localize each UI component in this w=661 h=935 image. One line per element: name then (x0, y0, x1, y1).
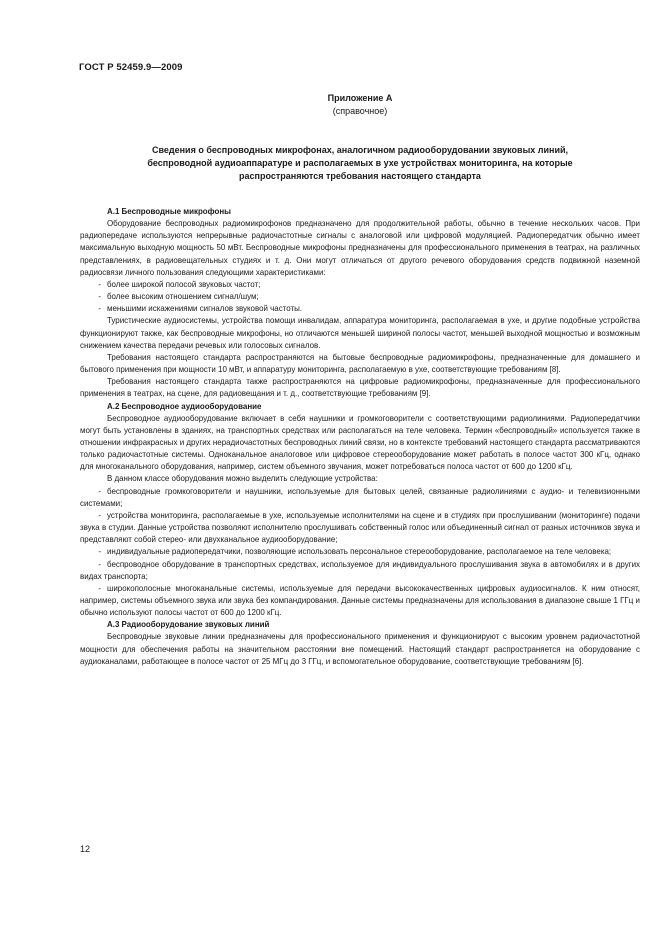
list-item: - беспроводные громкоговорители и наушники, используемые для бытовых целей, связанные радиолиниями с аудио- и телевизионными системами; (80, 486, 640, 508)
list-item: - более широкой полосой звуковых частот; (98, 279, 261, 289)
list-item: - более высоким отношением сигнал/шум; (98, 292, 259, 302)
section-a2-paragraph-1: Беспроводное аудиооборудование включает в себя наушники и громкоговорители с соответствующими радиолиниями. Радиопередатчики могут быть установлены в зданиях, на транспортных средствах или располагаться на теле человека. Термин «беспроводный» используется также в отношении инфракрасных и других нерадиочастотных беспроводных линий связи, но в контексте требований настоящего стандарта рассматриваются только радиочастотные системы. Одноканальное аналоговое или цифровое стереооборудование может работать в полосе частот 300 кГц, однако для многоканального оборудования, например, систем объемного звучания, может потребоваться полоса частот от 600 до 1200 кГц. (80, 413, 640, 472)
title-line-3: распространяются требования настоящего стандарта (239, 171, 481, 181)
document-code: ГОСТ Р 52459.9—2009 (79, 62, 183, 73)
document-body (80, 206, 640, 668)
section-a3-heading: А.3 Радиооборудование звуковых линий (107, 620, 270, 630)
list-item: - меньшими искажениями сигналов звуковой частоты. (98, 304, 302, 314)
section-a3-paragraph-1: Беспроводные звуковые линии предназначены для профессионального применения и функционируют с высоким уровнем радиочастотной мощности для обеспечения работы на значительном расстоянии вне помещений. Настоящий стандарт распространяется на оборудование с аудиоканалами, работающее в полосе частот от 25 МГц до 3 ГГц, и вспомогательное оборудование, соответствующие требованиям [6]. (80, 632, 640, 666)
annex-subtitle: (справочное) (332, 106, 388, 116)
annex-heading (290, 92, 430, 118)
section-a2-heading: А.2 Беспроводное аудиооборудование (107, 401, 262, 411)
title-line-2: беспроводной аудиоаппаратуре и располагаемых в ухе устройствах мониторинга, на которые (147, 158, 573, 168)
section-a1-paragraph-2: Туристические аудиосистемы, устройства помощи инвалидам, аппаратура мониторинга, располагаемая в ухе, и другие подобные устройства функционируют также, как беспроводные микрофоны, но отличаются меньшей шириной полосы частот, меньшей выходной мощностью и возможным снижением качества передачи речевых или голосовых сигналов. (80, 316, 640, 350)
list-item: - беспроводное оборудование в транспортных средствах, используемое для индивидуального прослушивания звука в автомобилях и в других видах транспорта; (80, 559, 640, 581)
list-item: - устройства мониторинга, располагаемые в ухе, используемые исполнителями на сцене и в студиях при прослушивании (мониторинге) подачи звука в студии. Данные устройства позволяют исполнителю прослушивать собственный голос или объединенный сигнал от разных источников звука и представляют собой стерео- или двухканальное аудиооборудование; (80, 510, 640, 545)
page-number: 12 (80, 844, 91, 854)
list-item: - широкополосные многоканальные системы, используемые для передачи высококачественных цифровых аудиосигналов. К ним относят, например, системы объемного звука или звука без компандирования. Данные системы предназначены для использования в диапазоне свыше 1 ГГц и обычно используют полосы частот от 600 до 1200 кГц. (80, 583, 640, 618)
section-a1-paragraph-4: Требования настоящего стандарта также распространяются на цифровые радиомикрофоны, предназначенные для профессионального применения в театрах, на сцене, для радиовещания и т. д., соответствующие требованиям [9]. (80, 377, 640, 399)
section-a1-paragraph-1: Оборудование беспроводных радиомикрофонов предназначено для продолжительной работы, обычно в течение нескольких часов. При радиопередаче используются непрерывные радиочастотные сигналы с аналоговой или цифровой модуляцией. Радиопередатчик обычно имеет максимальную выходную мощность 50 мВт. Беспроводные микрофоны предназначены для профессионального применения в театрах, на различных представлениях, в радиовещательных студиях и т. д. Они могут отличаться от другого речевого оборудования средств подвижной наземной радиосвязи личного пользования следующими характеристиками: (80, 219, 640, 277)
section-a2-paragraph-2: В данном классе оборудования можно выделить следующие устройства: (107, 474, 378, 484)
section-a1-heading: А.1 Беспроводные микрофоны (107, 207, 231, 216)
title-line-1: Сведения о беспроводных микрофонах, аналогичном радиооборудовании звуковых линий, (151, 145, 569, 155)
annex-title: Приложение А (327, 93, 393, 103)
annex-main-title (80, 144, 640, 183)
section-a1-paragraph-3: Требования настоящего стандарта распространяются на бытовые беспроводные радиомикрофоны, предназначенные для домашнего и бытового применения при мощности 10 мВт, и аппаратуру мониторинга, располагаемую в ухе, соответствующие требованиям [8]. (80, 352, 640, 375)
list-item: - индивидуальные радиопередатчики, позволяющие использовать персональное стереооборудование, располагаемое на теле человека; (98, 547, 612, 557)
